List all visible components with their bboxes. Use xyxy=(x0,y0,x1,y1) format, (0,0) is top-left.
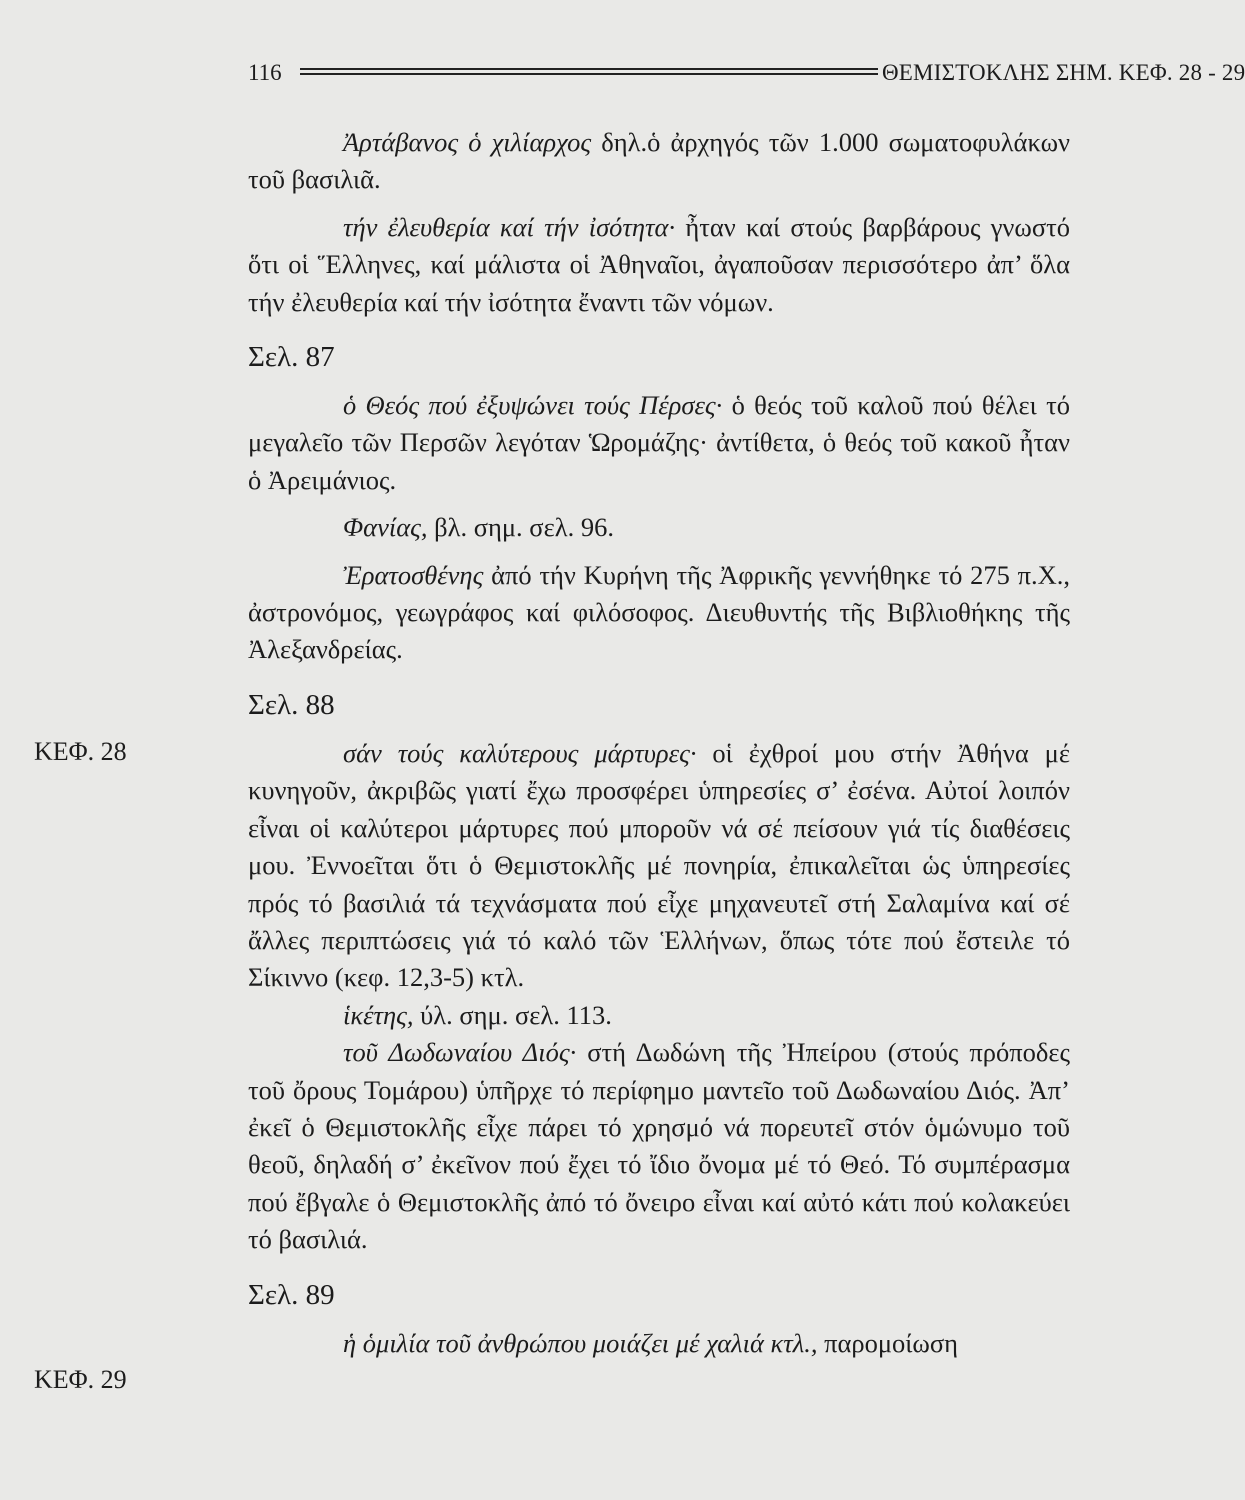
note-entry-iketis xyxy=(248,997,1070,1034)
note-text: δηλ.ὁ ἀρχηγός τῶν 1.000 σωματοφυλάκων τοῦ βασιλιᾶ. xyxy=(248,127,1070,195)
note-entry-eleutheria xyxy=(248,209,1070,321)
section-heading-88: Σελ. 88 xyxy=(248,688,335,721)
note-term: ὁ Θεός πού ἐξυψώνει τούς Πέρσες· xyxy=(343,390,723,421)
note-text: ἀπό τήν Κυρήνη τῆς Ἀφρικῆς γεννήθηκε τό 275 π.Χ., ἀστρονόμος, γεωγράφος καί φιλόσοφος. Διευθυντής τῆς Βιβλιοθήκης τῆς Ἀλεξανδρείας. xyxy=(248,559,1070,665)
note-entry-theos xyxy=(248,387,1070,499)
note-text: βλ. σημ. σελ. 96. xyxy=(427,512,614,543)
note-text: ύλ. σημ. σελ. 113. xyxy=(413,999,612,1030)
note-entry-fanias xyxy=(248,509,1070,546)
margin-note-kef-28: ΚΕΦ. 28 xyxy=(34,737,127,766)
note-term: Ἀρτάβανος ὁ χιλίαρχος xyxy=(343,127,592,157)
page-number: 116 xyxy=(248,60,282,85)
note-entry-martyres xyxy=(248,735,1070,997)
note-entry-eratosthenis xyxy=(248,557,1070,669)
section-heading-89: Σελ. 89 xyxy=(248,1278,335,1311)
header-double-rule xyxy=(300,68,878,75)
note-term: τήν ἐλευθερία καί τήν ἰσότητα· xyxy=(343,211,676,242)
header-rule-line xyxy=(300,73,878,75)
note-text: ἦταν καί στούς βαρβάρους γνωστό ὅτι οἱ Ἕλληνες, καί μάλιστα οἱ Ἀθηναῖοι, ἀγαποῦσαν περισσότερο ἀπ’ ὅλα τήν ἐλευθερία καί τήν ἰσότητα ἔναντι τῶν νόμων. xyxy=(248,211,1071,317)
note-entry-artabanos xyxy=(248,124,1070,199)
notes-body xyxy=(248,124,1070,1372)
note-entry-dodonaiou xyxy=(248,1034,1070,1258)
note-term: τοῦ Δωδωναίου Διός· xyxy=(343,1037,577,1068)
note-term: Φανίας, xyxy=(343,512,428,543)
note-entry-omilia xyxy=(248,1325,1070,1362)
note-text: παρομοίωση xyxy=(817,1327,959,1358)
page-header xyxy=(248,58,1245,94)
header-rule-line xyxy=(300,68,878,70)
note-term: Ἐρατοσθένης xyxy=(343,559,484,590)
note-text: στή Δωδώνη τῆς Ἠπείρου (στούς πρόποδες τοῦ ὄρους Τομάρου) ὑπῆρχε τό περίφημο μαντεῖο τοῦ Δωδωναίου Διός. Ἀπ’ ἐκεῖ ὁ Θεμιστοκλῆς εἶχε πάρει τό χρησμό νά πορευτεῖ στόν ὁμώνυμο τοῦ θεοῦ, δηλαδή σ’ ἐκεῖνον πού ἔχει τό ἴδιο ὄνομα μέ τό Θεό. Τό συμπέρασμα πού ἔβγαλε ὁ Θεμιστοκλῆς ἀπό τό ὄνειρο εἶναι καί αὐτό κάτι πού κολακεύει τό βασιλιά. xyxy=(248,1037,1070,1255)
note-text: ὁ θεός τοῦ καλοῦ πού θέλει τό μεγαλεῖο τῶν Περσῶν λεγόταν Ὡρομάζης· ἀντίθετα, ὁ θεός τοῦ κακοῦ ἦταν ὁ Ἀρειμάνιος. xyxy=(248,390,1070,495)
note-term: ἡ ὁμιλία τοῦ ἀνθρώπου μοιάζει μέ χαλιά κτλ., xyxy=(343,1327,818,1358)
running-title: ΘΕΜΙΣΤΟΚΛΗΣ ΣΗΜ. ΚΕΦ. 28 - 29 xyxy=(882,60,1245,85)
margin-note-kef-29: ΚΕΦ. 29 xyxy=(34,1365,127,1394)
section-heading-87: Σελ. 87 xyxy=(248,341,335,374)
note-term: σάν τούς καλύτερους μάρτυρες· xyxy=(343,737,697,768)
note-term: ἱκέτης, xyxy=(343,999,414,1030)
note-text: οἱ ἐχθροί μου στήν Ἀθήνα μέ κυνηγοῦν, ἀκριβῶς γιατί ἔχω προσφέρει ὑπηρεσίες σ’ ἐσένα. Αὐτοί λοιπόν εἶναι οἱ καλύτεροι μάρτυρες πού μποροῦν νά σέ πείσουν γιά τίς διαθέσεις μου. Ἐννοεῖται ὅτι ὁ Θεμιστοκλῆς μέ πονηρία, ἐπικαλεῖται ὡς ὑπηρεσίες πρός τό βασιλιά τά τεχνάσματα πού εἶχε μηχανευτεῖ στή Σαλαμίνα καί σέ ἄλλες περιπτώσεις γιά τό καλό τῶν Ἑλλήνων, ὅπως τότε πού ἔστειλε τό Σίκιννο (κεφ. 12,3-5) κτλ. xyxy=(248,737,1071,993)
